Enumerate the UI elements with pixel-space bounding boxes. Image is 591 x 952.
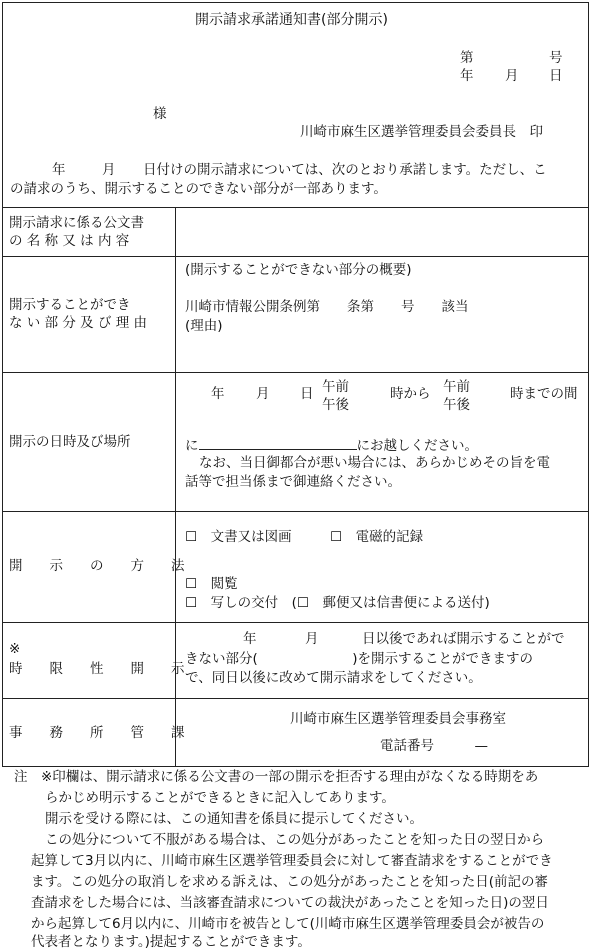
row-divider — [2, 622, 589, 623]
time-limited-label: 時 限 性 開 示 — [9, 661, 185, 677]
date-tsuki: 月 — [505, 68, 519, 84]
schedule-nen: 年 — [211, 386, 225, 402]
non-disclosable-label: 開示することができ な い 部 分 及 び 理 由 — [9, 297, 148, 331]
schedule-note-line1: なお、当日御都合が悪い場合には、あらかじめその旨を電 — [199, 455, 550, 471]
note-line2: らかじめ明示することができるときに記入してあります。 — [45, 790, 395, 806]
location-come: にお越しください。 — [356, 438, 478, 454]
location-ni: に — [185, 438, 199, 454]
row-divider — [2, 256, 589, 257]
note-line9: 代表者となります。)提起することができます。 — [31, 934, 311, 950]
start-ampm: 午前 午後 — [322, 379, 349, 413]
issuer: 川崎市麻生区選挙管理委員会委員長 印 — [300, 124, 543, 140]
option-electronic: ☐ 電磁的記録 — [330, 529, 424, 545]
row-divider — [2, 207, 589, 208]
schedule-hi: 日 — [300, 386, 314, 402]
date-hi: 日 — [549, 68, 563, 84]
document-name-label: 開示請求に係る公文書 の 名 称 又 は 内 容 — [9, 215, 144, 249]
non-disclosable-summary: (開示することができない部分の概要) — [185, 262, 412, 278]
number-dai: 第 — [460, 50, 474, 66]
row-divider — [2, 511, 589, 512]
note-line1: 注 ※印欄は、開示請求に係る公文書の一部の開示を拒否する理由がなくなる時期をあ — [14, 769, 539, 785]
schedule-from: 時から — [390, 386, 431, 402]
office-phone: 電話番号 — — [380, 738, 488, 754]
time-limited-tsuki: 月 — [305, 631, 319, 647]
intro-line1: 日付けの開示請求については、次のとおり承諾します。ただし、こ — [143, 162, 547, 178]
location-blank — [199, 436, 357, 450]
intro-nen: 年 — [52, 162, 66, 178]
time-limited-line2: きない部分( )を開示することができますの — [185, 651, 534, 667]
location-line — [185, 436, 478, 454]
number-go: 号 — [549, 50, 563, 66]
note-line8: から起算して6月以内に、川崎市を被告として(川崎市麻生区選挙管理委員会が被告の — [31, 916, 545, 932]
schedule-note-line2: 話等で担当係まで御連絡ください。 — [185, 474, 401, 490]
method-label: 開 示 の 方 法 — [9, 558, 185, 574]
document-title: 開示請求承諾通知書(部分開示) — [195, 12, 388, 28]
time-limited-nen: 年 — [243, 631, 257, 647]
row-divider — [2, 698, 589, 699]
date-nen: 年 — [460, 68, 474, 84]
office-label: 事 務 所 管 課 — [9, 725, 185, 741]
ordinance-reference: 川崎市情報公開条例第 条第 号 該当 — [185, 299, 469, 315]
intro-tsuki: 月 — [102, 162, 116, 178]
reason-heading: (理由) — [185, 318, 223, 334]
schedule-until: 時までの間 — [510, 386, 578, 402]
note-line5: 起算して3月以内に、川崎市麻生区選挙管理委員会に対して審査請求をすることができ — [31, 853, 553, 869]
office-name: 川崎市麻生区選挙管理委員会事務室 — [290, 711, 506, 727]
option-copy: ☐ 写しの交付 (☐ 郵便又は信書便による送付) — [185, 595, 490, 611]
schedule-tsuki: 月 — [256, 386, 270, 402]
note-line4: この処分について不服がある場合は、この処分があったことを知った日の翌日から — [45, 832, 545, 848]
time-limited-mark: ※ — [9, 641, 21, 657]
option-view: ☐ 閲覧 — [185, 576, 238, 592]
note-line3: 開示を受ける際には、この通知書を係員に提示してください。 — [45, 811, 423, 827]
note-line7: 査請求をした場合には、当該審査請求についての裁決があったことを知った日)の翌日 — [31, 895, 549, 911]
end-ampm: 午前 午後 — [443, 379, 470, 413]
note-line6: ます。この処分の取消しを求める訴えは、この処分があったことを知った日(前記の審 — [31, 874, 549, 890]
row-divider — [2, 372, 589, 373]
time-limited-line3: で、同日以後に改めて開示請求をしてください。 — [185, 670, 482, 686]
option-documents: ☐ 文書又は図画 — [185, 529, 292, 545]
column-divider — [175, 207, 176, 767]
time-limited-line1: 日以後であれば開示することがで — [362, 631, 565, 647]
intro-line2: の請求のうち、開示することのできない部分が一部あります。 — [10, 181, 387, 197]
schedule-label: 開示の日時及び場所 — [9, 434, 131, 450]
addressee-sama: 様 — [153, 106, 167, 122]
